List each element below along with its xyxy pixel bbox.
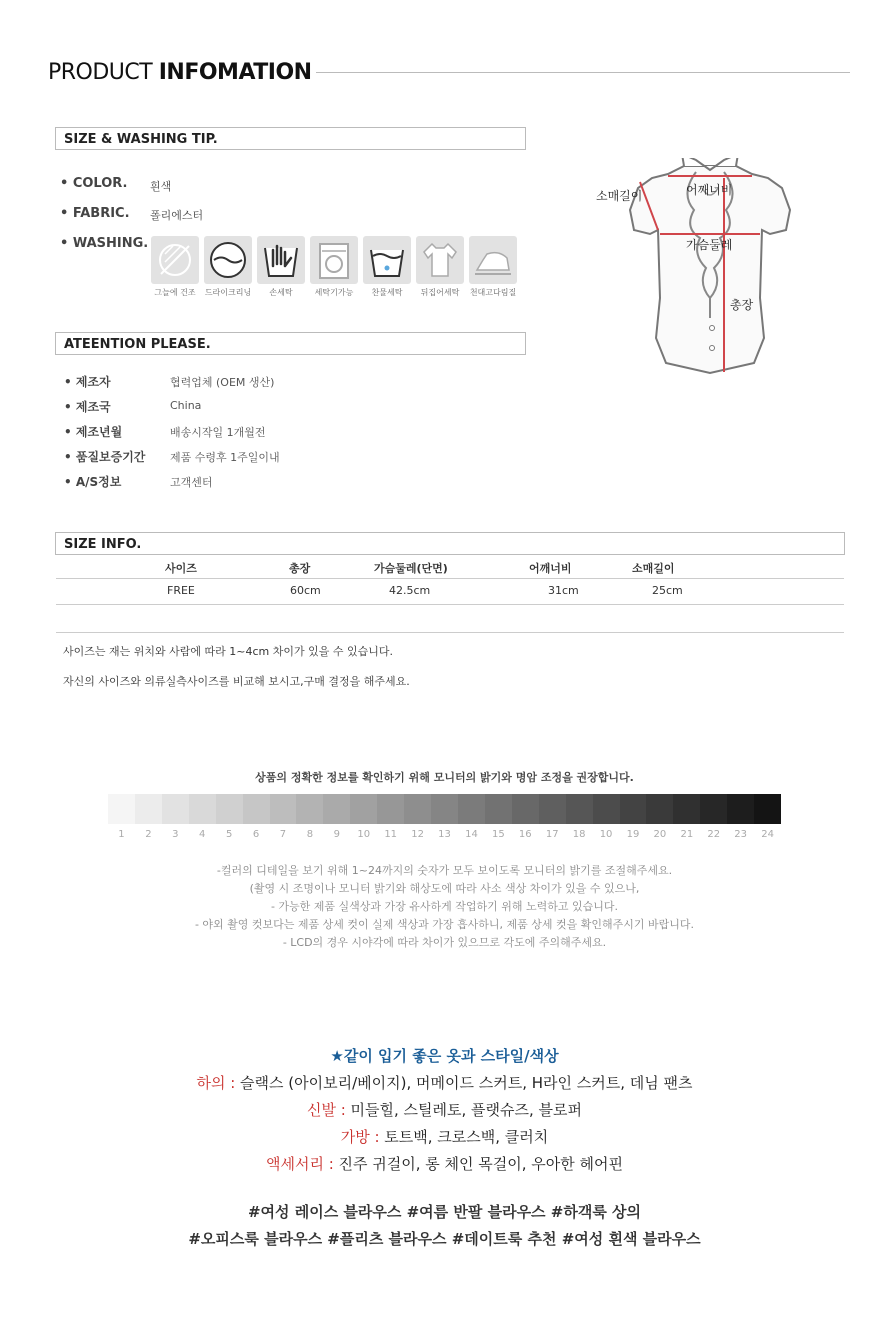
attention-label-3: • 제조년월 xyxy=(64,425,123,439)
attention-heading: ATEENTION PLEASE. xyxy=(55,332,526,355)
gray-scale-number: 22 xyxy=(707,829,721,840)
gray-scale-number: 9 xyxy=(333,829,341,840)
gray-scale-number: 23 xyxy=(734,829,748,840)
diagram-shoulder-label: 어깨너비 xyxy=(686,183,733,197)
style-key-shoes: 신발 : xyxy=(306,1101,346,1119)
gray-scale-number: 5 xyxy=(225,829,233,840)
gray-scale-number: 20 xyxy=(653,829,667,840)
washing-label: • WASHING. xyxy=(60,236,149,251)
inside-out-icon xyxy=(416,236,464,284)
col-shoulder: 어깨너비 xyxy=(529,562,572,575)
gray-scale-number: 14 xyxy=(465,829,478,840)
cell-chest: 42.5cm xyxy=(389,584,431,597)
attention-label-2: • 제조국 xyxy=(64,400,111,414)
cell-shoulder: 31cm xyxy=(548,584,579,597)
table-divider xyxy=(56,578,844,579)
gray-scale-number: 10 xyxy=(599,829,613,840)
col-sleeve: 소매길이 xyxy=(632,562,675,575)
gray-swatch xyxy=(243,794,270,824)
dry-clean-icon xyxy=(204,236,252,284)
gray-swatch xyxy=(727,794,754,824)
gray-scale-number: 16 xyxy=(518,829,532,840)
shade-dry-icon xyxy=(151,236,199,284)
style-line-bags xyxy=(0,1126,889,1147)
gray-scale-number: 13 xyxy=(438,829,451,840)
table-bottom-line xyxy=(56,604,844,605)
notes-divider xyxy=(56,632,844,633)
cold-wash-icon xyxy=(363,236,411,284)
hand-wash-icon xyxy=(257,236,305,284)
gray-swatch xyxy=(539,794,566,824)
gray-scale-number: 11 xyxy=(384,829,398,840)
size-info-heading: SIZE INFO. xyxy=(55,532,845,555)
gray-swatch xyxy=(593,794,620,824)
gray-scale-number: 2 xyxy=(145,829,152,840)
title-light: PRODUCT xyxy=(48,60,159,85)
hashtag-line-2: #오피스룩 블라우스 #플리츠 블라우스 #데이트룩 추천 #여성 흰색 블라우스 xyxy=(188,1230,701,1248)
gray-scale-bar xyxy=(108,794,781,824)
gray-scale-number: 1 xyxy=(118,829,125,840)
gray-scale-number: 6 xyxy=(252,829,260,840)
color-value: 흰색 xyxy=(150,180,172,193)
gray-swatch xyxy=(458,794,485,824)
gray-swatch xyxy=(431,794,458,824)
monitor-note-1: -컬러의 디테일을 보기 위해 1~24까지의 숫자가 모두 보이도록 모니터의 밝기를 조절해주세요. xyxy=(216,864,673,877)
gray-scale-numbers xyxy=(108,829,781,840)
gray-swatch xyxy=(189,794,216,824)
gray-swatch xyxy=(485,794,512,824)
gray-swatch xyxy=(673,794,700,824)
monitor-note-5: - LCD의 경우 시야각에 따라 차이가 있으므로 각도에 주의해주세요. xyxy=(282,936,607,949)
gray-scale-number: 21 xyxy=(680,829,694,840)
gray-scale-number: 19 xyxy=(626,829,640,840)
gray-scale-number: 7 xyxy=(279,829,287,840)
gray-swatch xyxy=(754,794,781,824)
gray-scale-number: 10 xyxy=(357,829,371,840)
gray-swatch xyxy=(216,794,243,824)
style-line-bottoms xyxy=(0,1072,889,1093)
col-length: 총장 xyxy=(289,562,311,575)
hashtag-line-1: #여성 레이스 블라우스 #여름 반팔 블라우스 #하객룩 상의 xyxy=(247,1203,642,1221)
wash-caption-6: 뒤집어세탁 xyxy=(420,288,460,297)
gray-swatch xyxy=(108,794,135,824)
gray-swatch xyxy=(270,794,297,824)
monitor-note-2: (촬영 시 조명이나 모니터 밝기와 해상도에 따라 사소 색상 차이가 있을 수 있으나, xyxy=(249,882,640,895)
gray-swatch xyxy=(323,794,350,824)
attention-label-5: • A/S정보 xyxy=(64,475,122,489)
style-line-shoes xyxy=(0,1099,889,1120)
cell-length: 60cm xyxy=(290,584,321,597)
diagram-length-label: 총장 xyxy=(730,298,754,312)
gray-swatch xyxy=(377,794,404,824)
size-note-2: 자신의 사이즈와 의류실측사이즈를 비교해 보시고,구매 결정을 해주세요. xyxy=(63,675,410,688)
fabric-value: 폴리에스터 xyxy=(150,209,204,222)
gray-scale-number: 4 xyxy=(199,829,206,840)
style-key-bags: 가방 : xyxy=(340,1128,380,1146)
monitor-note-4: - 야외 촬영 컷보다는 제품 상세 컷이 실제 색상과 가장 흡사하니, 제품 상세 컷을 확인해주시기 바랍니다. xyxy=(194,918,695,931)
wash-caption-2: 드라이크리닝 xyxy=(204,288,252,297)
size-note-1: 사이즈는 재는 위치와 사람에 따라 1~4cm 차이가 있을 수 있습니다. xyxy=(63,645,393,658)
style-value-bags: 토트백, 크로스백, 클러치 xyxy=(379,1128,549,1146)
title-divider xyxy=(316,72,850,73)
diagram-chest-label: 가슴둘레 xyxy=(686,238,733,252)
attention-value-4: 제품 수령후 1주일이내 xyxy=(170,451,280,464)
style-title: ★같이 입기 좋은 옷과 스타일/색상 xyxy=(330,1047,559,1065)
cell-sleeve: 25cm xyxy=(652,584,683,597)
gray-scale-number: 8 xyxy=(306,829,314,840)
attention-value-2: China xyxy=(170,399,202,412)
style-key-accessories: 액세서리 : xyxy=(265,1155,334,1173)
gray-swatch xyxy=(350,794,377,824)
monitor-title: 상품의 정확한 정보를 확인하기 위해 모니터의 밝기와 명암 조정을 권장합니다. xyxy=(255,771,634,784)
cell-size: FREE xyxy=(167,584,195,597)
gray-swatch xyxy=(646,794,673,824)
gray-swatch xyxy=(512,794,539,824)
title-bold: INFOMATION xyxy=(158,60,312,85)
col-chest: 가슴둘레(단면) xyxy=(374,562,448,575)
style-key-bottoms: 하의 : xyxy=(196,1074,236,1092)
style-value-shoes: 미들힐, 스틸레토, 플랫슈즈, 블로퍼 xyxy=(345,1101,583,1119)
style-value-accessories: 진주 귀걸이, 롱 체인 목걸이, 우아한 헤어핀 xyxy=(333,1155,624,1173)
wash-caption-3: 손세탁 xyxy=(269,288,293,297)
fabric-label: • FABRIC. xyxy=(60,206,130,221)
gray-scale-number: 15 xyxy=(492,829,505,840)
wash-caption-5: 찬물세탁 xyxy=(371,288,403,297)
gray-swatch xyxy=(620,794,647,824)
gray-scale-number: 18 xyxy=(572,829,586,840)
cloth-iron-icon xyxy=(469,236,517,284)
diagram-sleeve-label: 소매길이 xyxy=(596,189,643,203)
col-size: 사이즈 xyxy=(165,562,197,575)
style-value-bottoms: 슬랙스 (아이보리/베이지), 머메이드 스커트, H라인 스커트, 데님 팬츠 xyxy=(235,1074,693,1092)
attention-value-5: 고객센터 xyxy=(170,476,213,489)
attention-value-1: 협력업체 (OEM 생산) xyxy=(170,376,275,389)
style-line-accessories xyxy=(0,1153,889,1174)
gray-scale-number: 3 xyxy=(172,829,179,840)
gray-swatch xyxy=(404,794,431,824)
gray-swatch xyxy=(135,794,162,824)
gray-scale-number: 17 xyxy=(545,829,559,840)
gray-swatch xyxy=(566,794,593,824)
wash-caption-1: 그늘에 건조 xyxy=(154,288,196,297)
color-label: • COLOR. xyxy=(60,176,128,191)
wash-caption-7: 천대고다림질 xyxy=(469,288,517,297)
gray-swatch xyxy=(700,794,727,824)
page-title xyxy=(48,60,312,85)
attention-label-1: • 제조자 xyxy=(64,375,111,389)
monitor-note-3: - 가능한 제품 실색상과 가장 유사하게 작업하기 위해 노력하고 있습니다. xyxy=(270,900,619,913)
wash-caption-4: 세탁기가능 xyxy=(314,288,354,297)
attention-value-3: 배송시작일 1개월전 xyxy=(170,426,266,439)
gray-scale-number: 12 xyxy=(411,829,424,840)
gray-swatch xyxy=(162,794,189,824)
machine-wash-icon xyxy=(310,236,358,284)
attention-label-4: • 품질보증기간 xyxy=(64,450,146,464)
size-washing-heading: SIZE & WASHING TIP. xyxy=(55,127,526,150)
gray-swatch xyxy=(296,794,323,824)
gray-scale-number: 24 xyxy=(761,829,774,840)
